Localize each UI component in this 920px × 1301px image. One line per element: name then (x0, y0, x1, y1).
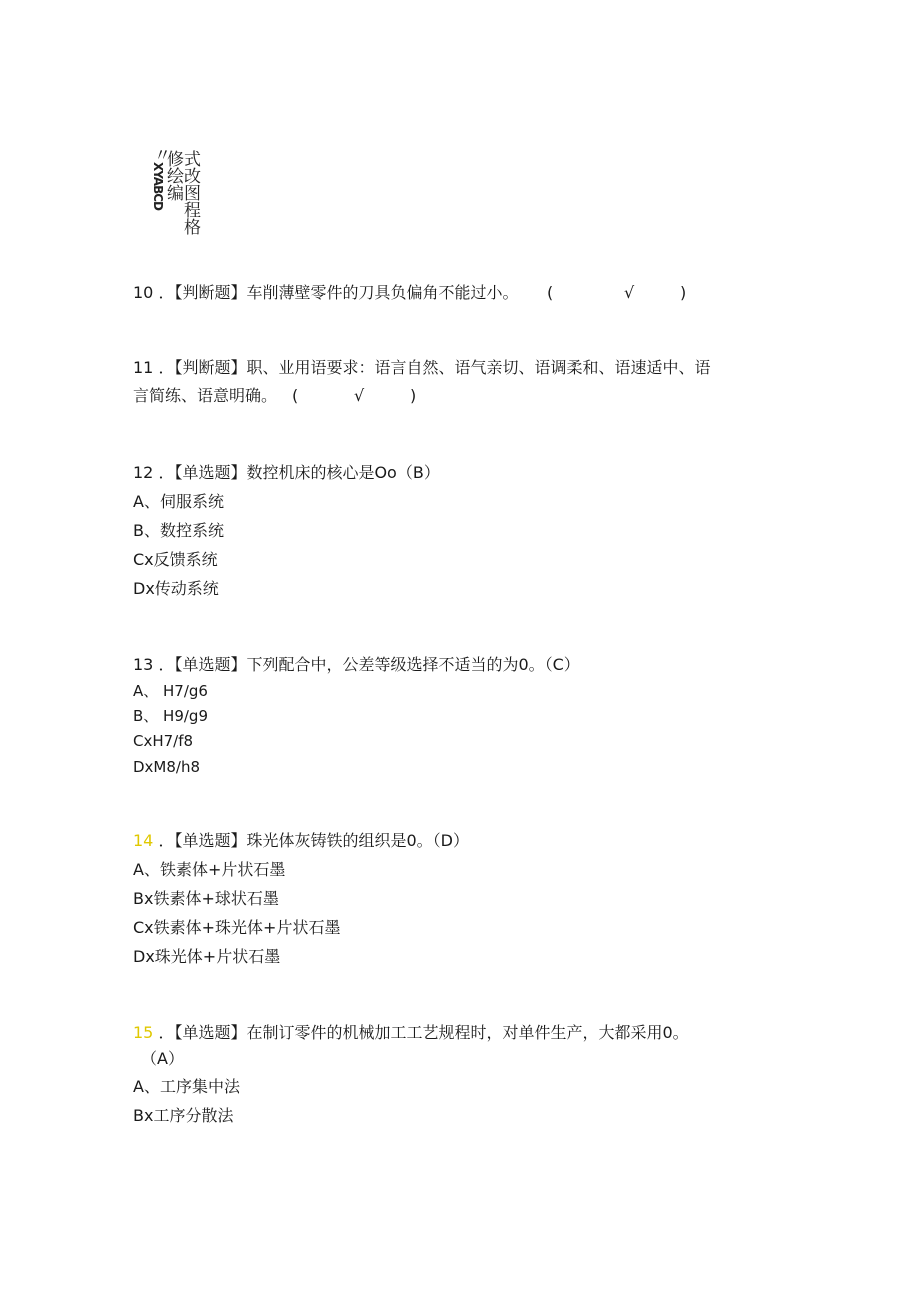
answer-mark: √ (354, 386, 365, 405)
question-text: ．【判断题】职、业用语要求：语言自然、语气亲切、语调柔和、语速适中、语 (158, 358, 711, 377)
question-number: 15 (133, 1023, 154, 1042)
question-text: 言简练、语意明确。 (133, 386, 278, 405)
fragment-char: 图 (184, 184, 201, 204)
fragment-char: 程 (184, 201, 201, 221)
option: A、铁素体+片状石墨 (133, 860, 286, 879)
option: DxM8∕h8 (133, 758, 201, 776)
option: Bx铁素体+球状石墨 (133, 889, 279, 908)
answer-close-paren: ) (410, 386, 417, 405)
option: Cx铁素体+珠光体+片状石墨 (133, 918, 341, 937)
fragment-char: 格 (184, 218, 201, 238)
question-text: ．【判断题】车削薄壁零件的刀具负偏角不能过小。 (158, 283, 519, 302)
question-15 (133, 1023, 689, 1043)
question-number: 11 (133, 358, 154, 377)
answer-mark: √ (624, 283, 635, 302)
question-10 (133, 283, 518, 303)
option: Dx珠光体+片状石墨 (133, 947, 281, 966)
question-14 (133, 831, 469, 851)
fragment-char: 修 (167, 150, 184, 170)
option: Cx反馈系统 (133, 550, 218, 569)
fragment-letters: XYABCD (151, 162, 165, 210)
question-number: 14 (133, 831, 154, 850)
option: CxH7∕f8 (133, 732, 194, 750)
fragment-char: 绘 (167, 167, 184, 187)
question-11-continued (133, 386, 277, 406)
question-text: ．【单选题】在制订零件的机械加工工艺规程时，对单件生产，大都采用0。 (158, 1023, 689, 1042)
option: Bx工序分散法 (133, 1106, 234, 1125)
fragment-char: 编 (167, 184, 184, 204)
answer-open-paren: ( (292, 386, 299, 405)
question-11 (133, 358, 710, 378)
fragment-char: 式 (184, 150, 201, 170)
fragment-mark: 〃 (154, 146, 171, 166)
option: B、数控系统 (133, 521, 224, 540)
garbled-fragment (151, 146, 206, 238)
option: A、工序集中法 (133, 1077, 240, 1096)
question-text: ．【单选题】珠光体灰铸铁的组织是0。（D） (158, 831, 469, 850)
question-number: 13 (133, 655, 154, 674)
option: B、 H9∕g9 (133, 707, 209, 725)
option: A、伺服系统 (133, 492, 224, 511)
fragment-char: 改 (184, 167, 201, 187)
option: A、 H7∕g6 (133, 682, 208, 700)
question-12 (133, 463, 440, 483)
question-text: ．【单选题】数控机床的核心是Oo（B） (158, 463, 440, 482)
question-13 (133, 655, 580, 675)
question-number: 10 (133, 283, 154, 302)
question-number: 12 (133, 463, 154, 482)
answer-line: （A） (141, 1049, 184, 1068)
question-text: ．【单选题】下列配合中，公差等级选择不适当的为0。（C） (158, 655, 580, 674)
answer-close-paren: ) (680, 283, 687, 302)
answer-open-paren: ( (547, 283, 554, 302)
option: Dx传动系统 (133, 579, 219, 598)
